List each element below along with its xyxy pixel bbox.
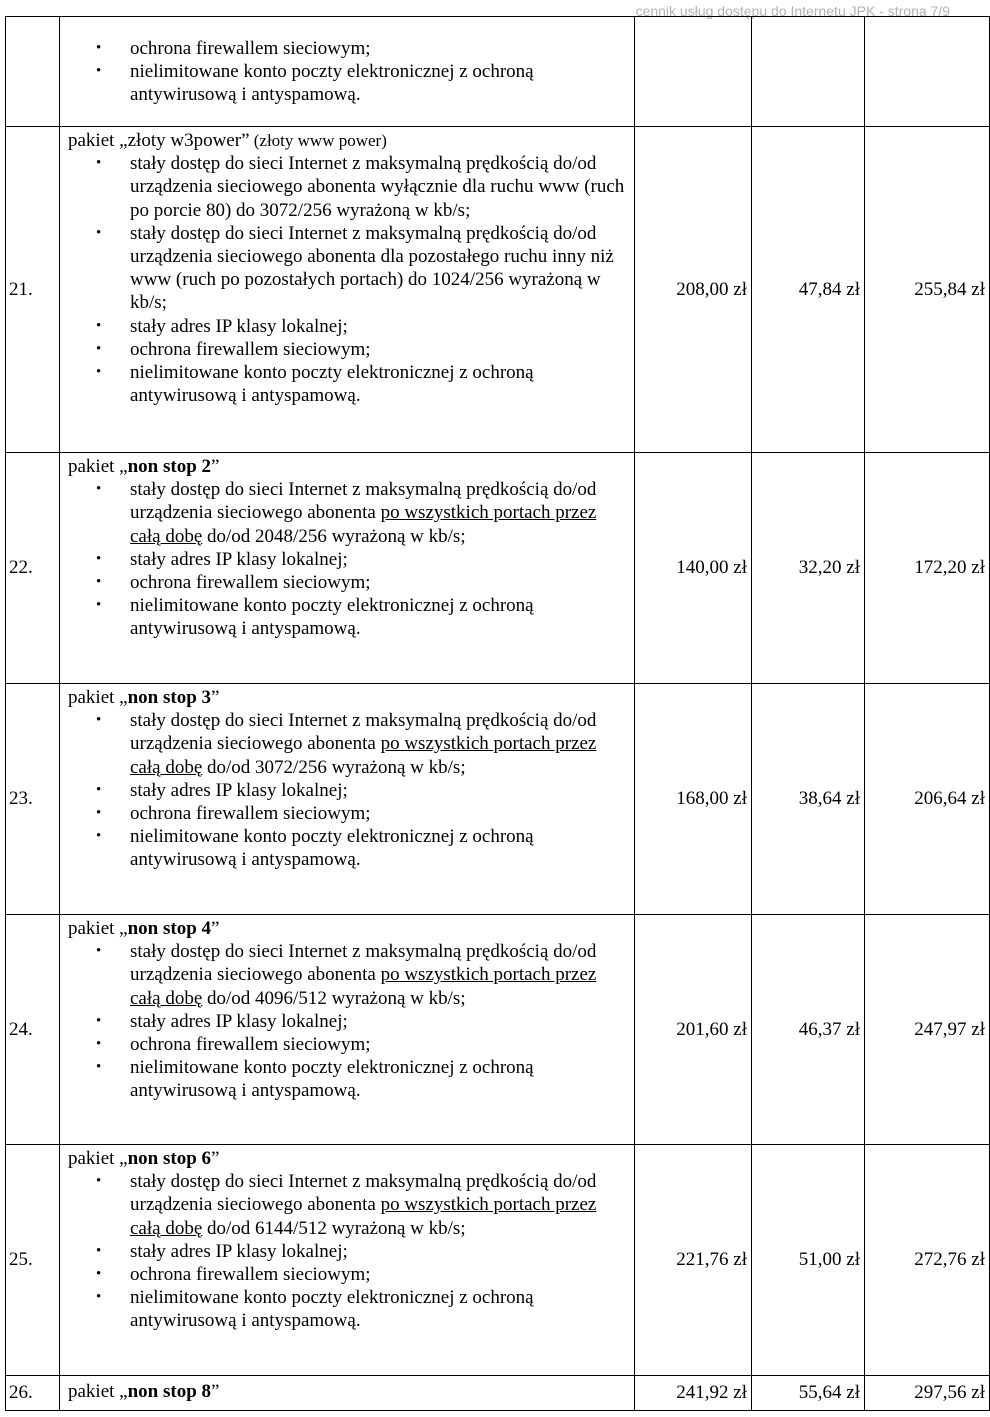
list-item: • stały adres IP klasy lokalnej; (68, 315, 630, 338)
feature-list (68, 37, 630, 107)
package-title: pakiet „non stop 2” (68, 456, 220, 477)
package-description (60, 127, 635, 453)
list-item: • nielimitowane konto poczty elektronicznej z ochroną antywirusową i antyspamową. (68, 60, 630, 106)
price-vat: 38,64 zł (752, 684, 865, 915)
package-title: pakiet „non stop 6” (68, 1148, 220, 1169)
list-item: • stały adres IP klasy lokalnej; (68, 1240, 630, 1263)
feature-list (68, 940, 630, 1102)
row-number-cell (6, 17, 60, 127)
package-name: non stop 8 (127, 1381, 212, 1403)
price-vat: 55,64 zł (752, 1376, 865, 1411)
price-netto-cell (635, 17, 752, 127)
list-item: • ochrona firewallem sieciowym; (68, 802, 630, 825)
list-item: • nielimitowane konto poczty elektronicznej z ochroną antywirusową i antyspamową. (68, 1056, 630, 1102)
price-brutto: 272,76 zł (865, 1145, 990, 1376)
table-row (6, 915, 990, 1145)
list-item: • nielimitowane konto poczty elektronicznej z ochroną antywirusową i antyspamową. (68, 825, 630, 871)
package-description (60, 684, 635, 915)
package-title: pakiet „non stop 8” (68, 1381, 220, 1403)
feature-list (68, 478, 630, 640)
price-vat: 32,20 zł (752, 453, 865, 684)
price-vat: 47,84 zł (752, 127, 865, 453)
list-item: • stały dostęp do sieci Internet z maksymalną prędkością do/od urządzenia sieciowego abonenta dla pozostałego ruchu inny niż www (ruch po pozostałych portach) do 1024/256 wyrażoną w kb/s; (68, 222, 630, 315)
package-name: non stop 3 (127, 687, 212, 708)
package-name: non stop 4 (127, 918, 212, 939)
list-item: • nielimitowane konto poczty elektronicznej z ochroną antywirusową i antyspamową. (68, 594, 630, 640)
price-table (5, 16, 990, 1411)
table-row (6, 127, 990, 453)
page-header: cennik usług dostępu do Internetu JPK - strona 7/9 (635, 3, 950, 19)
feature-list (68, 152, 630, 407)
package-description (60, 1376, 635, 1411)
list-item: • ochrona firewallem sieciowym; (68, 1263, 630, 1286)
package-description (60, 915, 635, 1145)
price-vat-cell (752, 17, 865, 127)
row-number: 26. (6, 1376, 60, 1411)
table-row (6, 17, 990, 127)
price-brutto: 206,64 zł (865, 684, 990, 915)
list-item: • stały dostęp do sieci Internet z maksymalną prędkością do/od urządzenia sieciowego abonenta po wszystkich portach przez całą dobę do/od 6144/512 wyrażoną w kb/s; (68, 1170, 630, 1240)
price-vat: 51,00 zł (752, 1145, 865, 1376)
price-brutto: 247,97 zł (865, 915, 990, 1145)
list-item: • stały dostęp do sieci Internet z maksymalną prędkością do/od urządzenia sieciowego abonenta po wszystkich portach przez całą dobę do/od 3072/256 wyrażoną w kb/s; (68, 709, 630, 779)
package-title: pakiet „złoty w3power” (złoty www power) (68, 130, 387, 151)
package-description (60, 1145, 635, 1376)
package-name: non stop 6 (127, 1148, 212, 1169)
list-item: • stały adres IP klasy lokalnej; (68, 1010, 630, 1033)
price-netto: 140,00 zł (635, 453, 752, 684)
package-description (60, 17, 635, 127)
list-item: • stały adres IP klasy lokalnej; (68, 779, 630, 802)
list-item: • ochrona firewallem sieciowym; (68, 1033, 630, 1056)
price-netto: 221,76 zł (635, 1145, 752, 1376)
price-netto: 168,00 zł (635, 684, 752, 915)
list-item: • stały dostęp do sieci Internet z maksymalną prędkością do/od urządzenia sieciowego abonenta po wszystkich portach przez całą dobę do/od 2048/256 wyrażoną w kb/s; (68, 478, 630, 548)
price-netto: 241,92 zł (635, 1376, 752, 1411)
list-item: • stały dostęp do sieci Internet z maksymalną prędkością do/od urządzenia sieciowego abonenta po wszystkich portach przez całą dobę do/od 4096/512 wyrażoną w kb/s; (68, 940, 630, 1010)
package-description (60, 453, 635, 684)
price-brutto: 255,84 zł (865, 127, 990, 453)
price-brutto-cell (865, 17, 990, 127)
package-title: pakiet „non stop 4” (68, 918, 220, 939)
table-row (6, 1376, 990, 1411)
row-number: 22. (6, 453, 60, 684)
list-item: • ochrona firewallem sieciowym; (68, 37, 630, 60)
price-netto: 201,60 zł (635, 915, 752, 1145)
package-name: non stop 2 (127, 456, 212, 477)
list-item: • nielimitowane konto poczty elektronicznej z ochroną antywirusową i antyspamową. (68, 1286, 630, 1332)
price-brutto: 172,20 zł (865, 453, 990, 684)
list-item: • ochrona firewallem sieciowym; (68, 571, 630, 594)
list-item: • stały adres IP klasy lokalnej; (68, 548, 630, 571)
price-netto: 208,00 zł (635, 127, 752, 453)
table-row (6, 1145, 990, 1376)
price-vat: 46,37 zł (752, 915, 865, 1145)
price-brutto: 297,56 zł (865, 1376, 990, 1411)
feature-list (68, 709, 630, 871)
list-item: • nielimitowane konto poczty elektronicznej z ochroną antywirusową i antyspamową. (68, 361, 630, 407)
row-number: 24. (6, 915, 60, 1145)
row-number: 25. (6, 1145, 60, 1376)
feature-list (68, 1170, 630, 1332)
package-title: pakiet „non stop 3” (68, 687, 220, 708)
row-number: 21. (6, 127, 60, 453)
list-item: • ochrona firewallem sieciowym; (68, 338, 630, 361)
table-row (6, 453, 990, 684)
list-item: • stały dostęp do sieci Internet z maksymalną prędkością do/od urządzenia sieciowego abonenta wyłącznie dla ruchu www (ruch po porcie 80) do 3072/256 wyrażoną w kb/s; (68, 152, 630, 222)
package-name: złoty w3power (127, 130, 242, 151)
row-number: 23. (6, 684, 60, 915)
table-row (6, 684, 990, 915)
